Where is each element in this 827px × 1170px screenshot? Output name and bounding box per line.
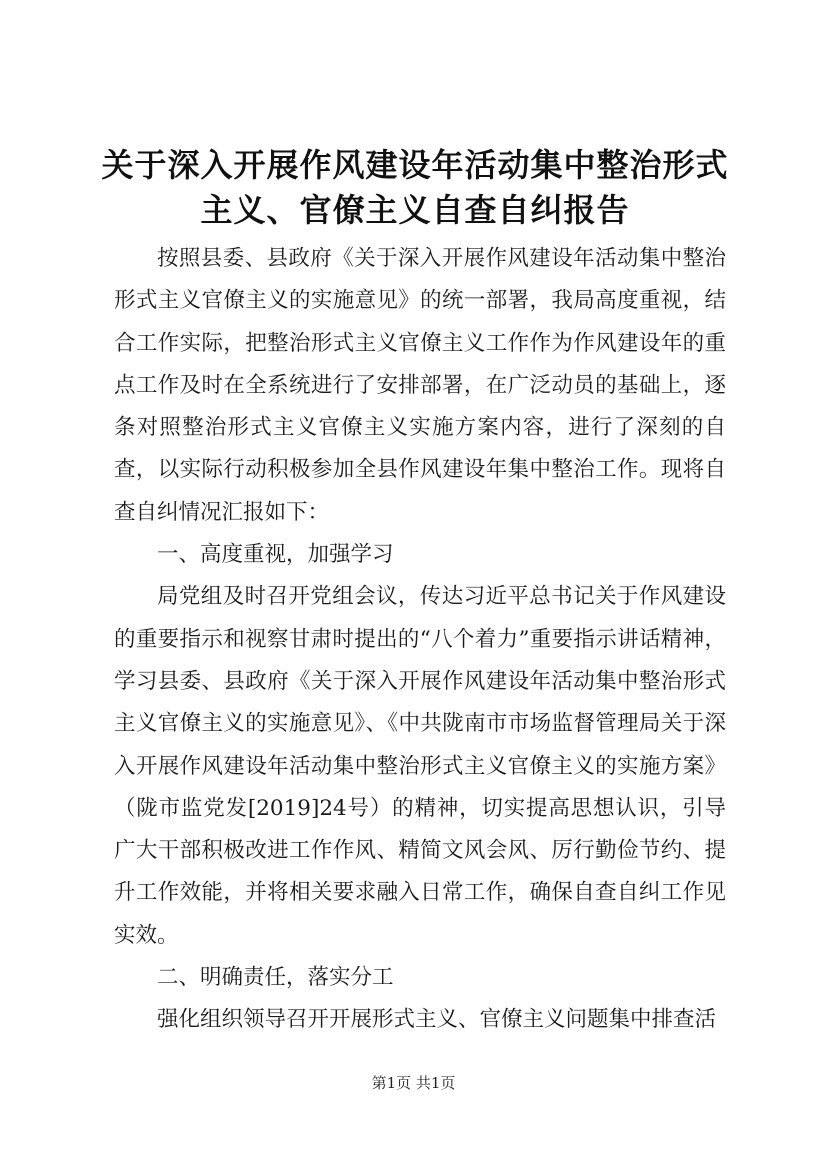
section-heading-1: 一、高度重视，加强学习	[157, 542, 394, 568]
page-number-footer: 第1页 共1页	[371, 1074, 456, 1092]
document-title: 关于深入开展作风建设年活动集中整治形式主义、官僚主义自查自纠报告	[101, 146, 729, 229]
section-2-paragraph: 强化组织领导召开开展形式主义、官僚主义问题集中排查活	[157, 1007, 717, 1033]
section-heading-2: 二、明确责任，落实分工	[157, 965, 394, 991]
section-1-paragraph: 局党组及时召开党组会议，传达习近平总书记关于作风建设的重要指示和视察甘肃时提出的“八个着力”重要指示讲话精神，学习县委、县政府《关于深入开展作风建设年活动集中整治形式主义官僚主义的实施意见》、《中共陇南市市场监督管理局关于深入开展作风建设年活动集中整治形式主义官僚主义的实施方案》（陇市监党发[2019]24号）的精神，切实提高思想认识，引导广大干部积极改进工作作风、精简文风会风、厉行勤俭节约、提升工作效能，并将相关要求融入日常工作，确保自查自纠工作见实效。	[114, 584, 726, 948]
intro-paragraph: 按照县委、县政府《关于深入开展作风建设年活动集中整治形式主义官僚主义的实施意见》的统一部署，我局高度重视，结合工作实际，把整治形式主义官僚主义工作作为作风建设年的重点工作及时在全系统进行了安排部署，在广泛动员的基础上，逐条对照整治形式主义官僚主义实施方案内容，进行了深刻的自查，以实际行动积极参加全县作风建设年集中整治工作。现将自查自纠情况汇报如下：	[114, 246, 726, 525]
document-body	[114, 238, 726, 1042]
